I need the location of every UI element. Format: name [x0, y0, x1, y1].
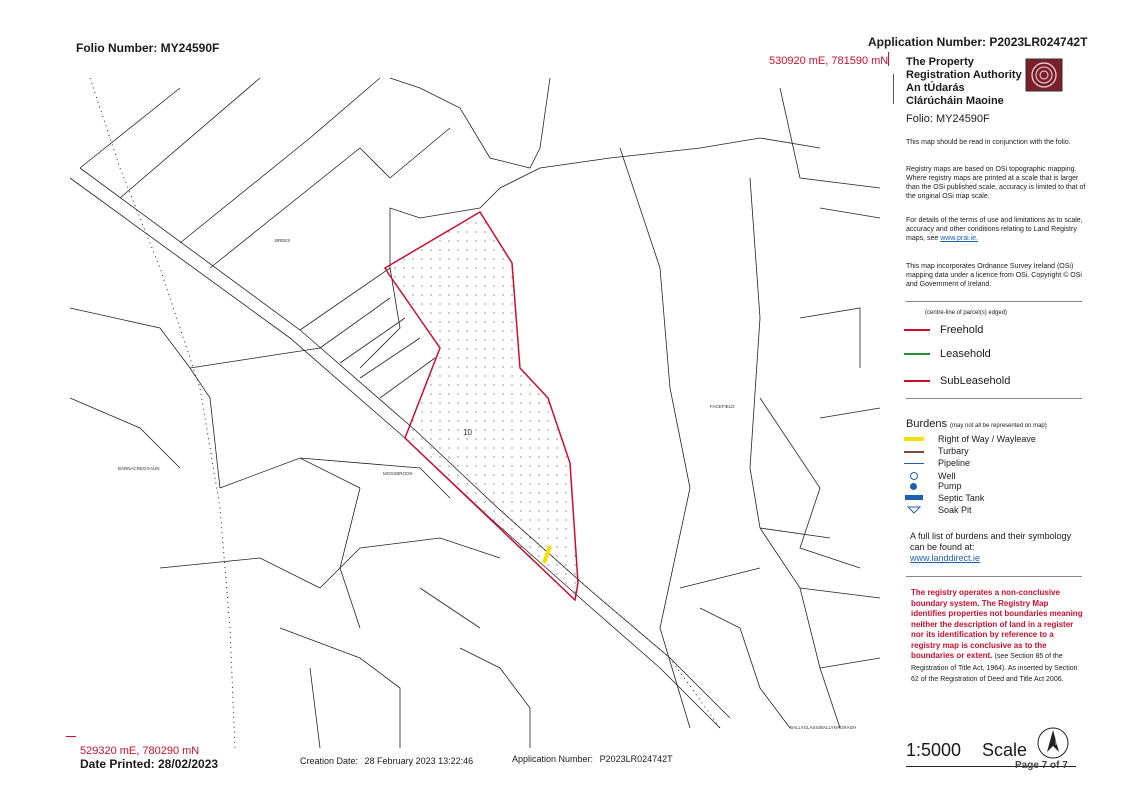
footer-application-value: P2023LR024742T	[599, 754, 673, 764]
coordinate-top-right: 530920 mE, 781590 mN	[769, 55, 889, 67]
landdirect-link[interactable]: www.landdirect.ie	[910, 553, 981, 563]
authority-line-1: The Property	[906, 56, 974, 68]
label-brees: BREES	[275, 238, 291, 243]
footer-application-label: Application Number:	[512, 754, 594, 764]
burden-pipeline-label: Pipeline	[938, 458, 971, 468]
label-facefield: FACEFIELD	[710, 404, 735, 409]
right-fields	[780, 88, 880, 418]
burden-soak-pit-label: Soak Pit	[938, 505, 972, 515]
burden-turbary-label: Turbary	[938, 446, 969, 456]
page-number: Page 7 of 7	[1015, 760, 1068, 771]
label-barnacregg: BARNACREGGAUN	[118, 466, 160, 471]
burden-right-of-way-label: Right of Way / Wayleave	[938, 434, 1036, 444]
authority-line-4: Clárúcháin Maoine	[906, 95, 1004, 107]
burdens-title	[906, 418, 1047, 430]
circle-outline-icon	[910, 472, 918, 480]
circle-filled-icon	[910, 483, 917, 490]
burden-turbary	[904, 446, 1084, 456]
leasehold-line-icon	[904, 353, 930, 355]
registry-map[interactable]	[60, 68, 890, 748]
yellow-line-icon	[904, 437, 924, 441]
creation-date	[300, 756, 473, 766]
creation-date-value: 28 February 2023 13:22:46	[364, 756, 474, 766]
panel-divider	[893, 74, 894, 104]
label-mossbrook: MOSSBROOK	[383, 471, 413, 476]
legend-leasehold	[904, 348, 991, 360]
brown-line-icon	[904, 451, 924, 453]
main-road-line-a	[70, 178, 720, 728]
note-terms-text: For details of the terms of use and limitations as to scale, accuracy and other conditions relating to Land Registry maps, see	[906, 217, 1083, 242]
field-boundaries-topleft	[80, 78, 450, 268]
note-terms	[906, 216, 1086, 243]
divider-disclaimer	[906, 576, 1082, 577]
authority-line-3: An tÚdarás	[906, 82, 965, 94]
facefield-boundary	[620, 148, 690, 728]
freehold-line-icon	[904, 329, 930, 331]
burdens-title-text: Burdens	[906, 418, 947, 430]
legend-subleasehold	[904, 375, 1010, 387]
burden-septic-label: Septic Tank	[938, 493, 985, 503]
lower-right-fields	[760, 398, 880, 668]
burden-septic-tank	[904, 493, 1084, 503]
bottom-left-fields	[280, 488, 400, 748]
triangle-down-icon	[904, 506, 924, 514]
footer-application	[512, 754, 673, 764]
authority-name	[906, 56, 1022, 108]
north-letter: N	[1055, 738, 1061, 747]
burden-pump-label: Pump	[938, 481, 962, 491]
authority-line-2: Registration Authority	[906, 69, 1022, 81]
burden-right-of-way	[904, 434, 1084, 444]
far-right-boundary	[750, 178, 840, 728]
note-read-conjunction: This map should be read in conjunction with the folio.	[906, 139, 1071, 146]
label-parcel-number: 10	[463, 428, 472, 437]
scale-value: 1:5000	[906, 740, 962, 760]
townland-boundary-left	[90, 78, 235, 748]
panel-folio: Folio: MY24590F	[906, 113, 990, 125]
scale-word: Scale	[982, 740, 1028, 760]
burden-well-label: Well	[938, 471, 956, 481]
coordinate-bottom-left: 529320 mE, 780290 mN	[80, 745, 200, 757]
burden-pipeline	[904, 458, 1084, 468]
legend-caption: (centre-line of parcel(s) edged)	[925, 310, 1008, 316]
burden-soak-pit	[904, 505, 1084, 515]
creation-date-label: Creation Date:	[300, 756, 359, 766]
north-arrow-icon	[1036, 726, 1070, 760]
subleasehold-line-icon	[904, 380, 930, 382]
burdens-full-list-text: A full list of burdens and their symbology can be found at:	[910, 531, 1072, 552]
disclaimer	[911, 588, 1083, 686]
label-ballyglass: BALLYGLASS/BALLYNAGRAGH	[790, 725, 857, 730]
bottom-mid-fields	[420, 588, 530, 748]
rectangle-filled-icon	[905, 495, 923, 500]
authority-logo-icon	[1025, 58, 1063, 92]
divider-legend	[906, 301, 1082, 302]
burden-well	[904, 471, 1084, 481]
legend-subleasehold-label: SubLeasehold	[940, 375, 1011, 387]
application-number-header: Application Number: P2023LR024742T	[868, 35, 1088, 49]
folio-number-header: Folio Number: MY24590F	[76, 41, 220, 55]
lower-left-fields	[160, 348, 360, 588]
note-osi-licence: This map incorporates Ordnance Survey Ireland (OSi) mapping data under a licence from OSi. Copyright © OSi and Government of Ireland.	[906, 263, 1082, 288]
burdens-full-list	[910, 531, 1080, 564]
field-boundaries-top-right	[480, 138, 820, 208]
prai-link[interactable]: www.prai.ie.	[940, 235, 978, 242]
disclaimer-bold: The registry operates a non-conclusive boundary system. The Registry Map identifies properties not boundaries meaning neither the description of land in a register nor its identification by reference to a registry map is conclusive as to the boundaries or extent.	[911, 588, 1083, 660]
coordinate-marker	[888, 52, 889, 66]
legend-freehold-label: Freehold	[940, 324, 984, 336]
field-boundaries-top	[390, 78, 550, 168]
note-osi-mapping: Registry maps are based on OSi topographic mapping. Where registry maps are printed at a scale that is larger than the OSi published scale, accuracy is limited to that of the original OSi map scale.	[906, 166, 1086, 200]
left-fields	[70, 308, 220, 488]
legend-leasehold-label: Leasehold	[940, 348, 991, 360]
legend-freehold	[904, 324, 983, 336]
burden-pump	[904, 481, 1084, 491]
divider-burdens	[906, 398, 1082, 399]
coordinate-marker-bottom	[66, 736, 76, 737]
disclaimer-normal: (see Section 85 of the Registration of Title Act, 1964). As inserted by Section 62 of the Registration of Deed and Title Act 2006.	[911, 653, 1078, 683]
date-printed: Date Printed: 28/02/2023	[80, 757, 219, 771]
freehold-parcel-boundary[interactable]	[385, 212, 578, 600]
burdens-subtitle: (may not all be represented on map)	[950, 423, 1047, 429]
main-road-line-b	[80, 168, 730, 718]
blue-line-icon	[904, 463, 924, 464]
